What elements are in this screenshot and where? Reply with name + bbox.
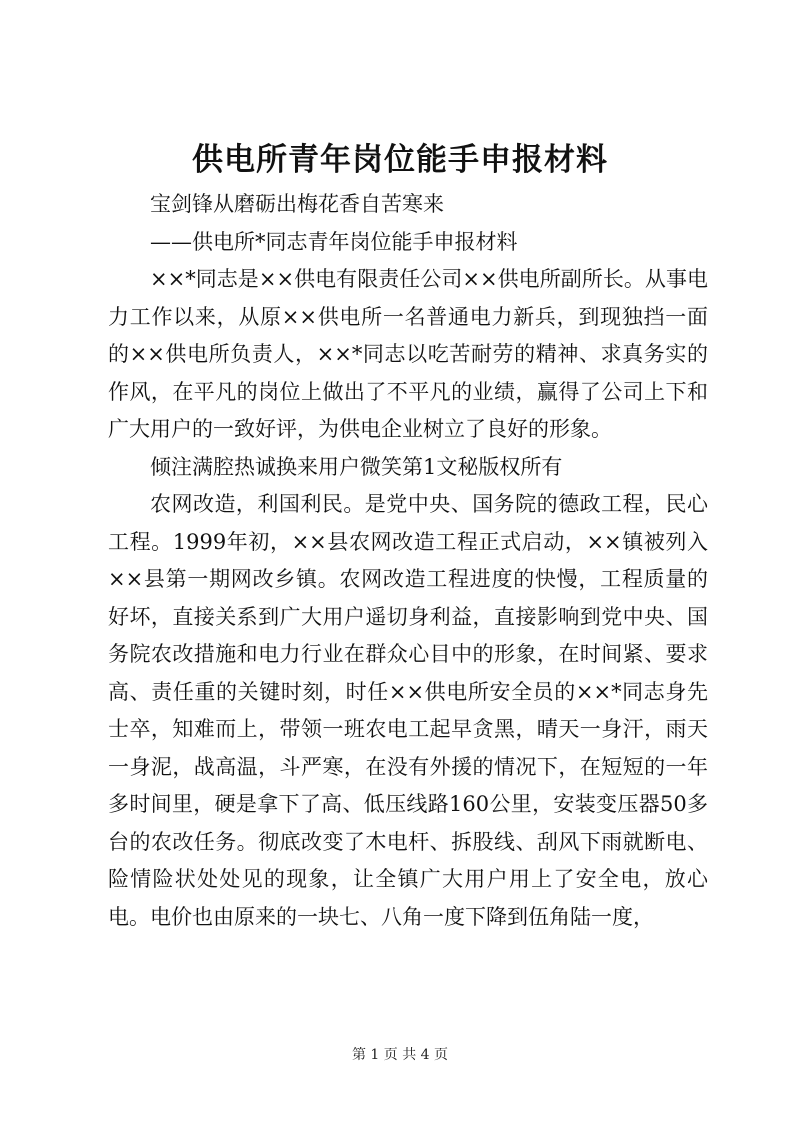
body-paragraph: ××*同志是××供电有限责任公司××供电所副所长。从事电力工作以来，从原××供电所一名普通电力新兵，到现独挡一面的××供电所负责人，××*同志以吃苦耐劳的精神、求真务实的作风，在平凡的岗位上做出了不平凡的业绩，赢得了公司上下和广大用户的一致好评，为供电企业树立了良好的形象。	[108, 267, 708, 441]
section-heading: 倾注满腔热诚换来用户微笑第1文秘版权所有	[150, 454, 563, 479]
page-number-footer: 第 1 页 共 4 页	[351, 1047, 449, 1063]
subtitle-line: 宝剑锋从磨砺出梅花香自苦寒来	[150, 192, 444, 216]
subtitle-source-line: ——供电所*同志青年岗位能手申报材料	[150, 229, 518, 254]
document-title: 供电所青年岗位能手申报材料	[192, 142, 608, 178]
body-paragraph: 农网改造，利国利民。是党中央、国务院的德政工程，民心工程。1999年初，××县农网改造工程正式启动，××镇被列入××县第一期网改乡镇。农网改造工程进度的快慢，工程质量的好坏，直接关系到广大用户遥切身利益，直接影响到党中央、国务院农改措施和电力行业在群众心目中的形象，在时间紧、要求高、责任重的关键时刻，时任××供电所安全员的××*同志身先士卒，知难而上，带领一班农电工起早贪黑，晴天一身汗，雨天一身泥，战高温，斗严寒，在没有外援的情况下，在短短的一年多时间里，硬是拿下了高、低压线路160公里，安装变压器50多台的农改任务。彻底改变了木电杆、拆股线、刮风下雨就断电、险情险状处处见的现象，让全镇广大用户用上了安全电，放心电。电价也由原来的一块七、八角一度下降到伍角陆一度，	[108, 492, 708, 929]
document-body	[108, 186, 708, 936]
